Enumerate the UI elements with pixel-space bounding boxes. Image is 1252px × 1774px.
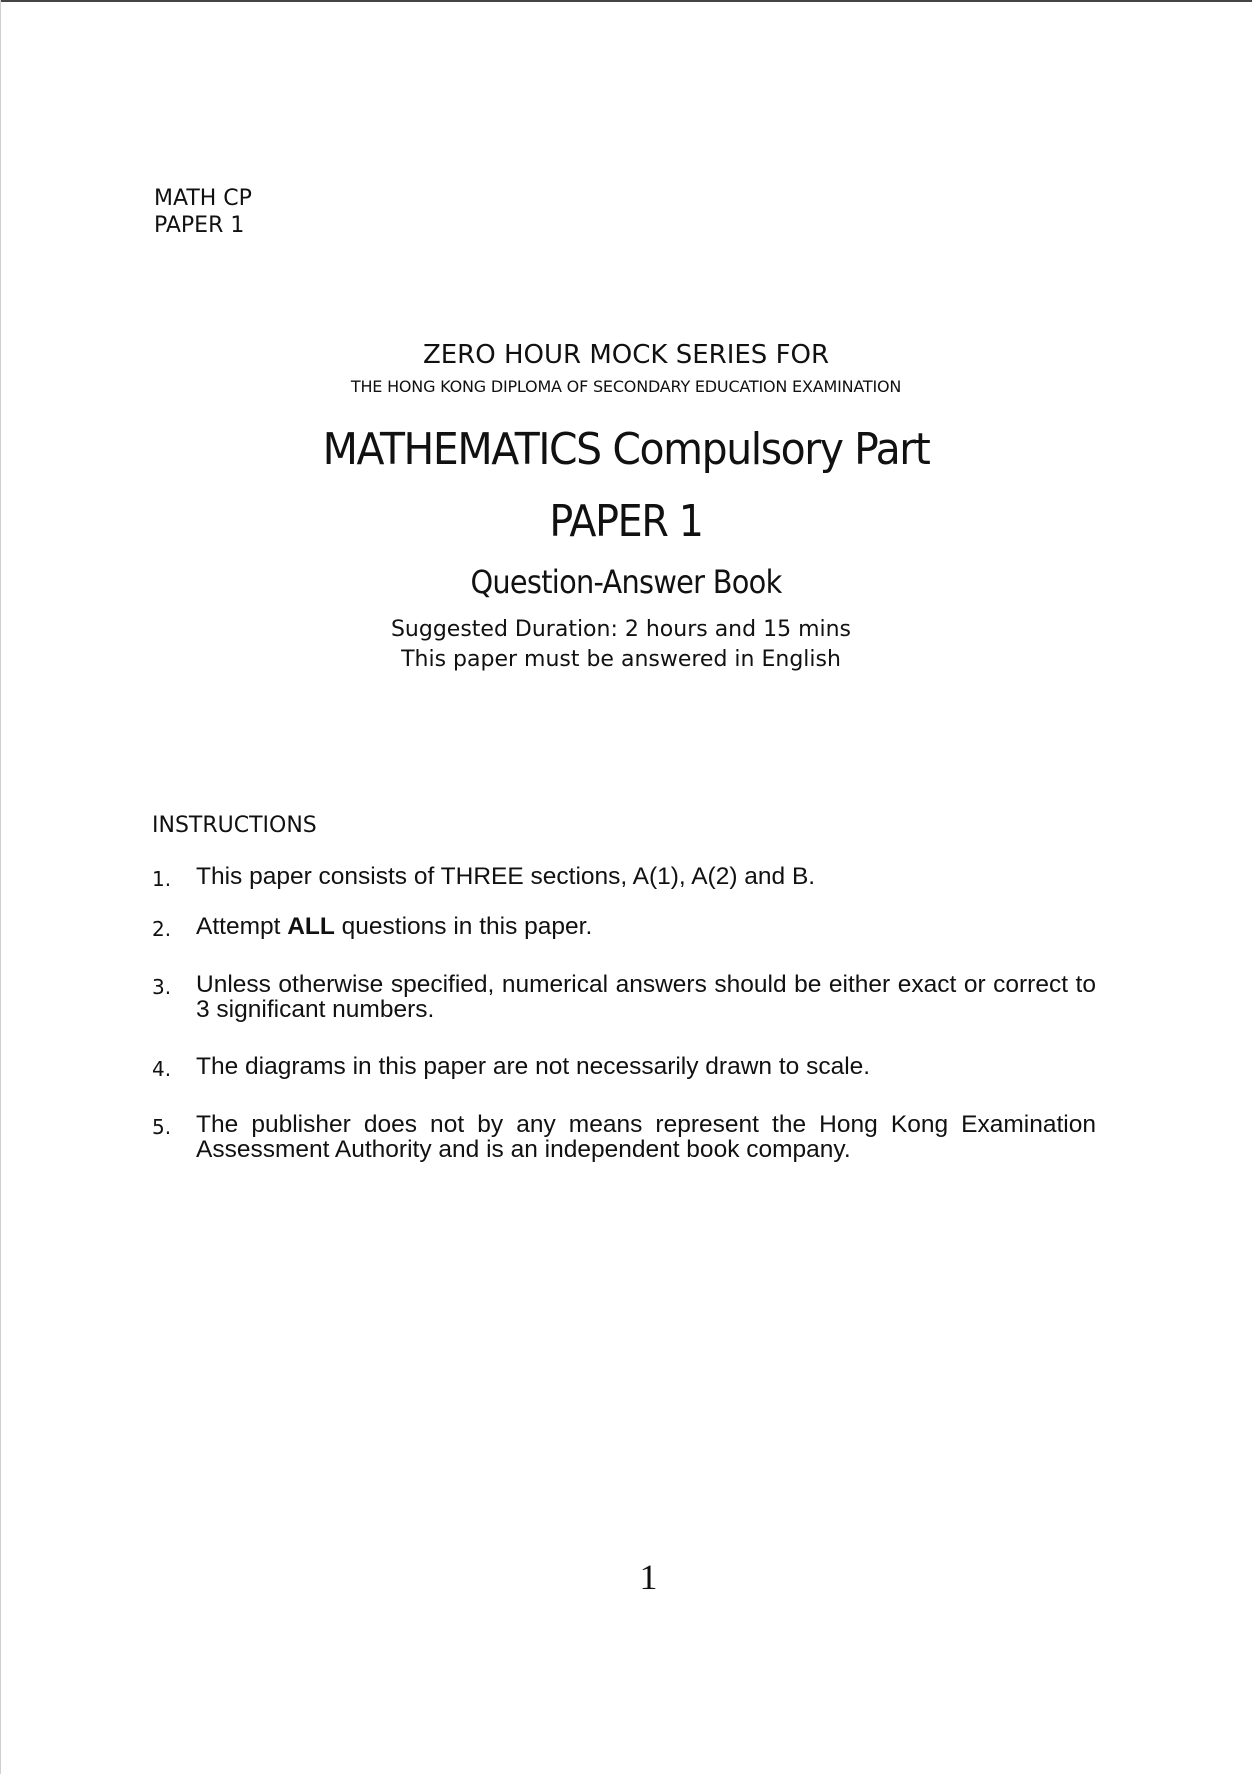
instructions-heading: INSTRUCTIONS <box>152 813 317 838</box>
page-number: 1 <box>639 1557 658 1597</box>
instruction-text: The publisher does not by any means represent the Hong Kong Examination Assessment Authority and is an independent book company. <box>196 1111 1096 1163</box>
exam-details <box>0 615 1242 675</box>
instruction-number: 4. <box>152 1057 172 1081</box>
instruction-text: The diagrams in this paper are not necessarily drawn to scale. <box>196 1053 871 1080</box>
paper-code: PAPER 1 <box>154 213 245 238</box>
instruction-number: 2. <box>152 917 172 941</box>
language-text: This paper must be answered in English <box>401 647 841 672</box>
instruction-number: 5. <box>152 1115 172 1139</box>
paper-title: PAPER 1 <box>549 496 703 547</box>
paper-code-label <box>154 185 252 239</box>
duration-text: Suggested Duration: 2 hours and 15 mins <box>390 617 852 642</box>
instruction-text-part: questions in this paper. <box>334 913 593 940</box>
book-type-title: Question-Answer Book <box>470 563 782 601</box>
instruction-number: 3. <box>152 975 172 999</box>
instruction-text <box>196 914 1096 939</box>
instruction-text: This paper consists of THREE sections, A(1), A(2) and B. <box>196 863 816 890</box>
subject-code: MATH CP <box>154 186 252 211</box>
series-title: ZERO HOUR MOCK SERIES FOR <box>422 340 830 370</box>
instruction-number: 1. <box>152 867 172 891</box>
instruction-text-part: Attempt <box>196 913 288 940</box>
page-top-border <box>0 0 1252 2</box>
page-left-border <box>0 0 1 1774</box>
instruction-text: Unless otherwise specified, numerical answers should be either exact or correct to 3 significant numbers. <box>196 971 1096 1023</box>
instruction-emphasis: ALL <box>287 913 335 940</box>
exam-title: MATHEMATICS Compulsory Part <box>322 424 930 475</box>
series-subtitle: THE HONG KONG DIPLOMA OF SECONDARY EDUCATION EXAMINATION <box>350 377 902 396</box>
